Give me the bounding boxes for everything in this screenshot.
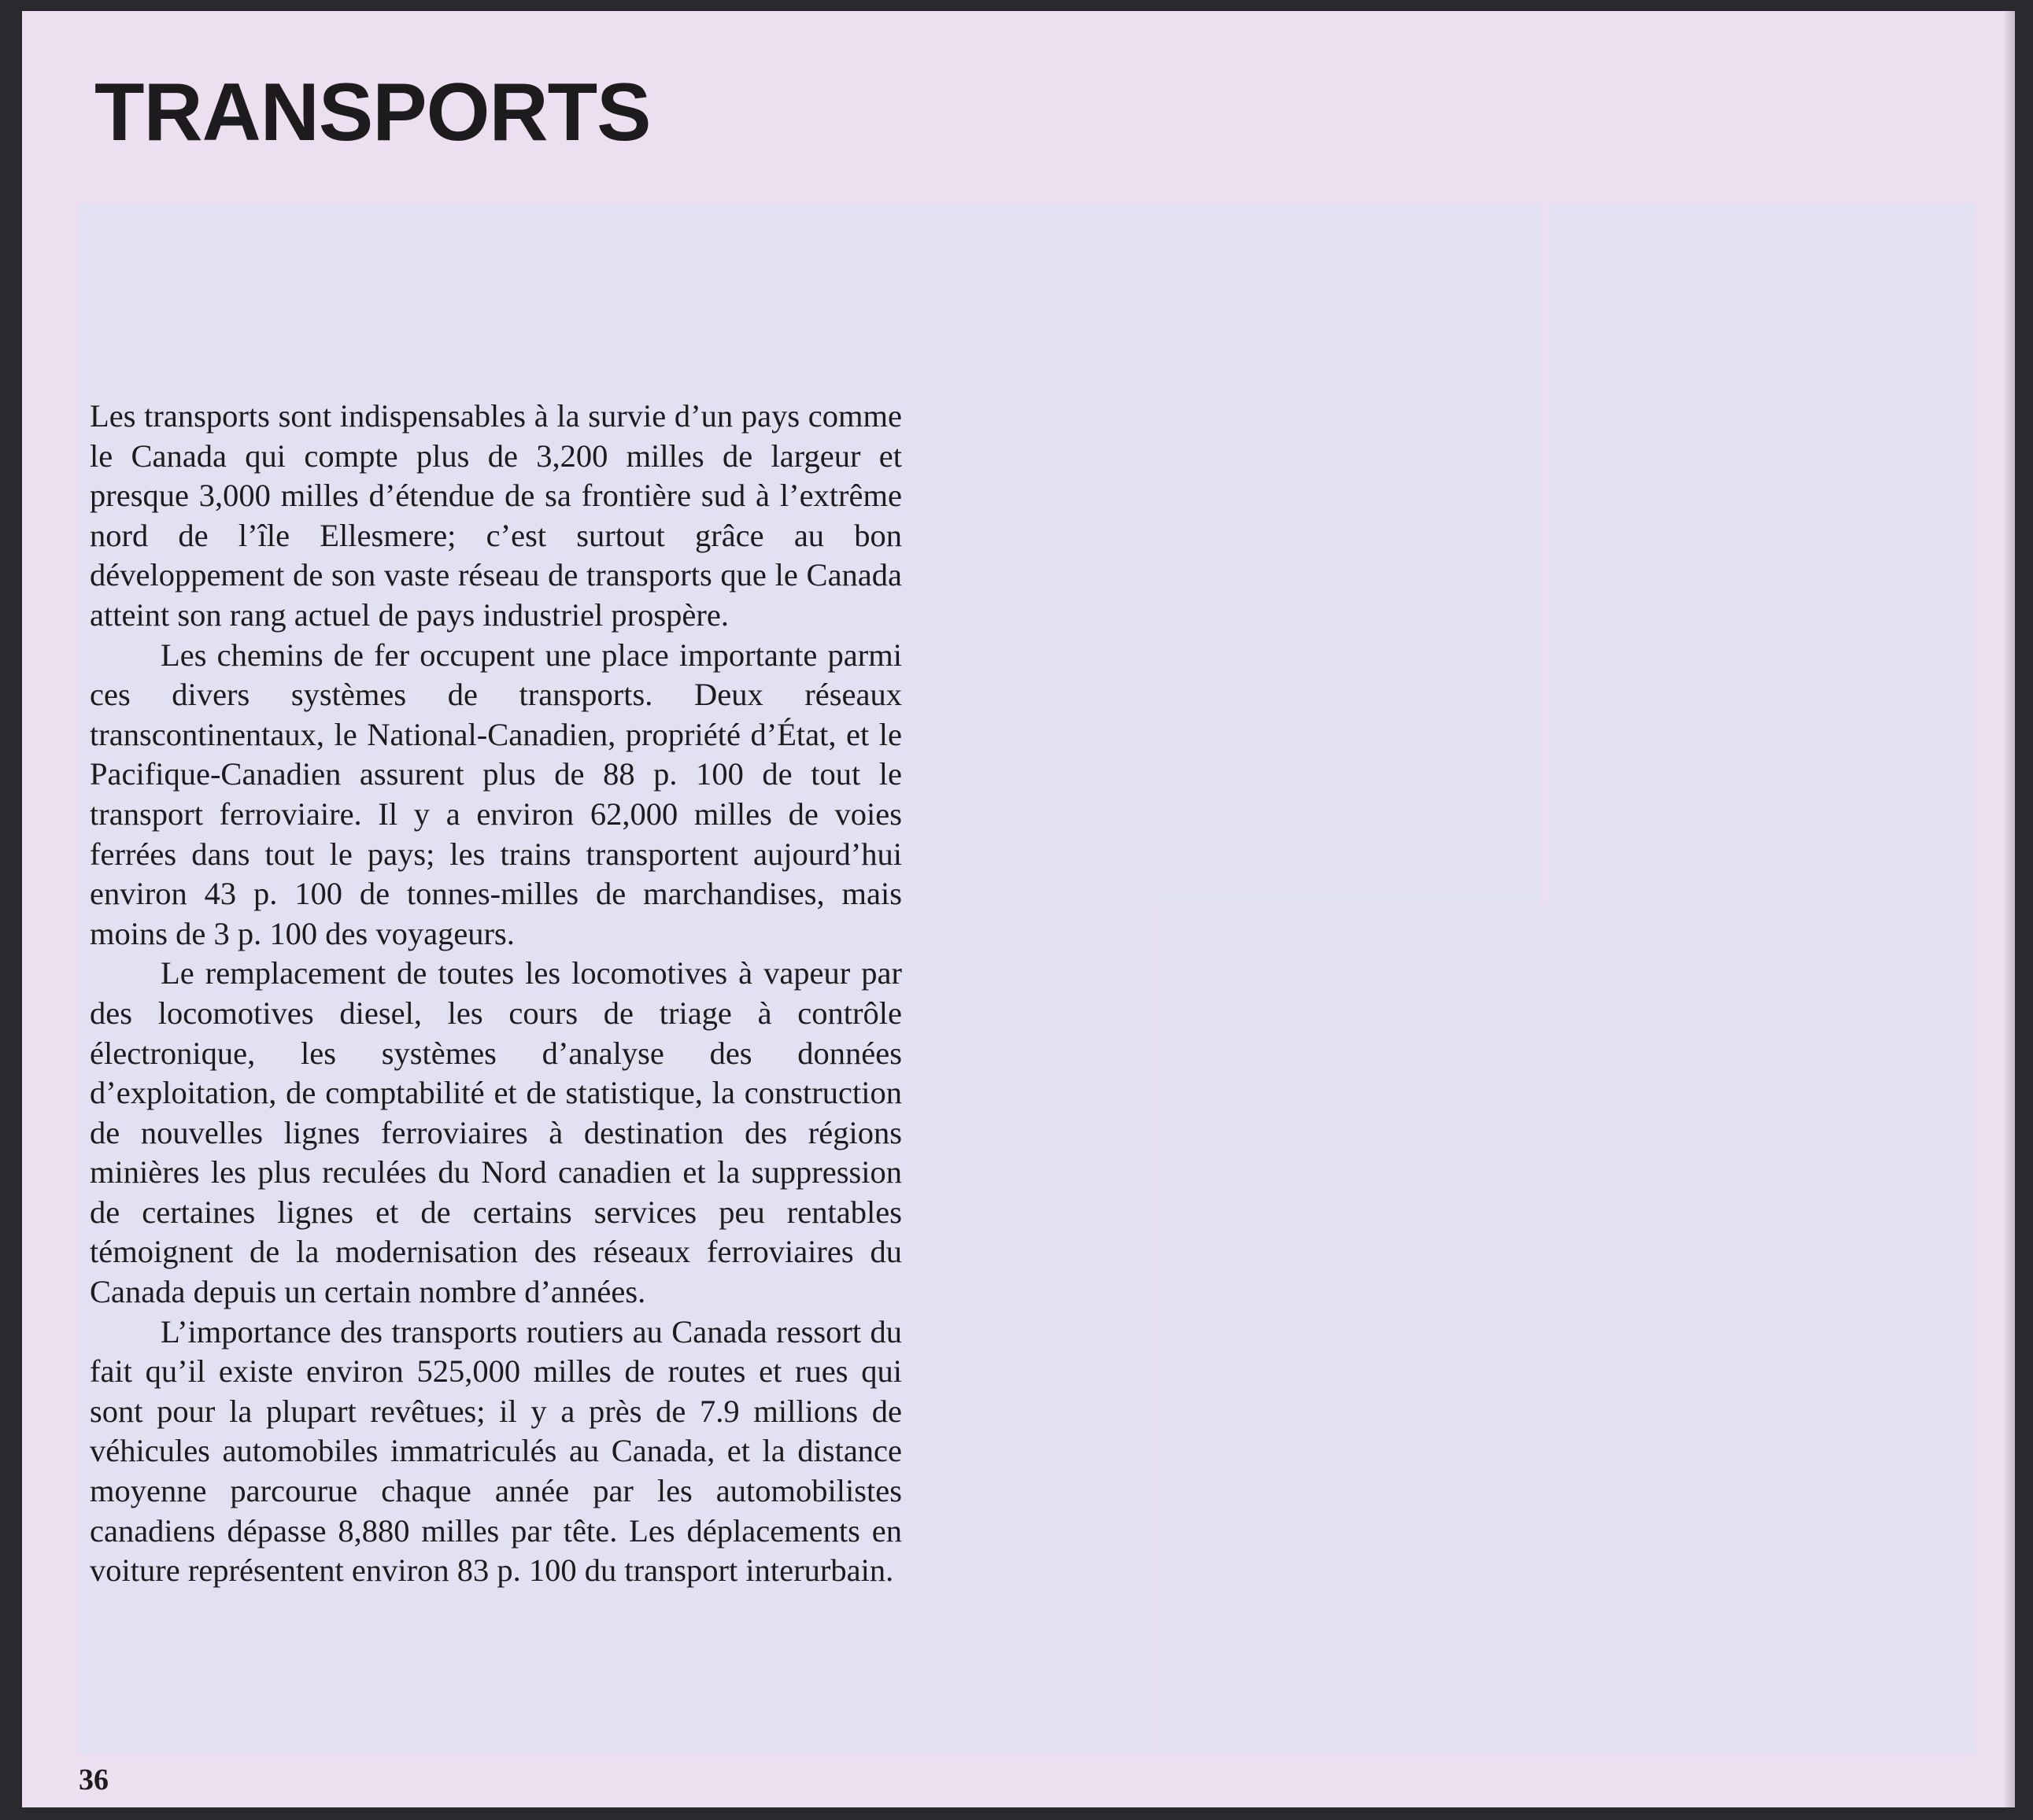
show-through-photo-area [1149,904,1549,1754]
document-page [22,11,2015,1807]
paragraph: Le remplacement de toutes les locomotives à vapeur par des locomotives diesel, les cours de triage à contrôle électronique, les systèmes d’analyse des données d’exploitation, de comptabilité et de statistique, la construction de nouvelles lignes ferroviaires à destination des régions minières les plus reculées du Nord canadien et la suppression de certaines lignes et de certains services peu rentables témoignent de la modernisation des réseaux ferroviaires du Canada depuis un certain nombre d’années. [90,955,902,1310]
page-edge-shadow [2004,11,2015,1807]
article-body [90,397,902,1591]
paragraph: Les transports sont indispensables à la survie d’un pays comme le Canada qui compte plus de 3,200 milles de largeur et presque 3,000 milles d’étendue de sa frontière sud à l’extrême nord de l’île Ellesmere; c’est surtout grâce au bon développement de son vaste réseau de transports que le Canada atteint son rang actuel de pays industriel prospère. [90,398,902,633]
show-through-photo-area [1549,204,1976,1754]
paragraph: L’importance des transports routiers au Canada ressort du fait qu’il existe environ 525,000 milles de routes et rues qui sont pour la plupart revêtues; il y a près de 7.9 millions de véhicules automobiles immatriculés au Canada, et la distance moyenne parcourue chaque année par les automobilistes canadiens dépasse 8,880 milles par tête. Les déplacements en voiture représentent environ 83 p. 100 du transport interurbain. [90,1313,902,1589]
paragraph: Les chemins de fer occupent une place importante parmi ces divers systèmes de transports. Deux réseaux transcontinentaux, le National-Canadien, propriété d’État, et le Pacifique-Canadien assurent plus de 88 p. 100 de tout le transport ferroviaire. Il y a environ 62,000 milles de voies ferrées dans tout le pays; les trains transportent aujourd’hui environ 43 p. 100 de tonnes-milles de marchandises, mais moins de 3 p. 100 des voyageurs. [90,637,902,951]
page-title: TRANSPORTS [94,67,651,158]
page-number: 36 [79,1763,109,1796]
